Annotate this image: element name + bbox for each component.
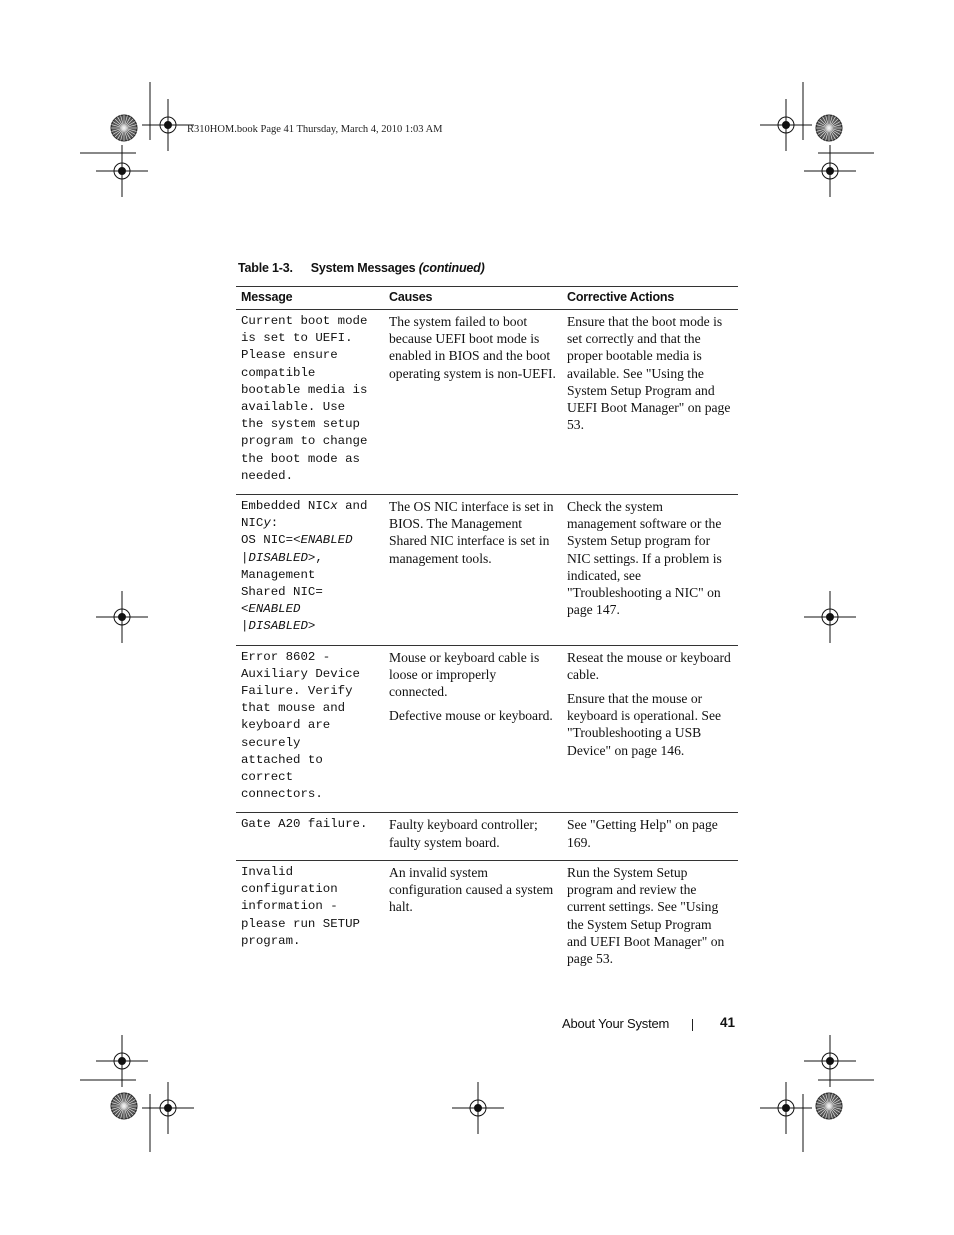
message-cell xyxy=(236,495,384,646)
crosshair-dot xyxy=(119,168,126,175)
message-cell: Error 8602 - Auxiliary Device Failure. Verify that mouse and keyboard are securely attached to correct connectors. xyxy=(236,645,384,813)
actions-cell xyxy=(562,813,738,860)
footer-section-title: About Your System xyxy=(562,1016,670,1031)
message-variable: <ENABLED |DISABLED> xyxy=(241,602,316,634)
message-cell: Gate A20 failure. xyxy=(236,813,384,860)
table-number: Table 1-3. xyxy=(238,261,293,275)
crosshair-dot xyxy=(783,122,790,129)
cause-text: Faulty keyboard controller; faulty system board. xyxy=(389,817,538,850)
page-number: 41 xyxy=(720,1015,736,1030)
causes-cell xyxy=(384,813,562,860)
cause-text: An invalid system configuration caused a system halt. xyxy=(389,864,554,915)
book-slug-header: R310HOM.book Page 41 Thursday, March 4, 2010 1:03 AM xyxy=(187,124,443,135)
message-cell: Invalid configuration information - please run SETUP program. xyxy=(241,864,360,948)
action-text: Check the system management software or the System Setup program for NIC settings. If a problem is indicated, see "Troubleshooting a NIC" on page 147. xyxy=(567,499,722,618)
table-header-row xyxy=(236,287,738,310)
table-row xyxy=(236,310,738,495)
crosshair-dot xyxy=(783,1105,790,1112)
table-title: System Messages xyxy=(310,261,416,275)
footer-divider xyxy=(692,1019,693,1031)
crosshair-dot xyxy=(827,1058,834,1065)
action-text: Ensure that the mouse or keyboard is operational. See "Troubleshooting a USB Device" on page 146. xyxy=(567,691,722,758)
crosshair-dot xyxy=(119,1058,126,1065)
message-text: and NIC xyxy=(241,499,368,531)
causes-cell xyxy=(384,645,562,813)
column-header-message: Message xyxy=(236,287,384,310)
message-variable: y xyxy=(263,516,271,531)
crosshair-dot xyxy=(475,1105,482,1112)
cause-text: The OS NIC interface is set in BIOS. The Management Shared NIC interface is set in management tools. xyxy=(389,499,554,566)
table-continued: (continued) xyxy=(418,261,485,275)
column-header-actions: Corrective Actions xyxy=(562,287,738,310)
table-row xyxy=(236,860,738,976)
actions-cell xyxy=(562,860,738,976)
message-variable: <ENABLED |DISABLED> xyxy=(241,533,353,565)
action-text: Reseat the mouse or keyboard cable. xyxy=(567,649,731,682)
message-variable: x xyxy=(330,499,338,514)
cause-text: Mouse or keyboard cable is loose or improperly connected. xyxy=(389,649,540,700)
message-text: Embedded NIC xyxy=(241,499,331,514)
cause-text: Defective mouse or keyboard. xyxy=(389,708,553,724)
table-row xyxy=(236,645,738,813)
actions-cell xyxy=(562,310,738,495)
causes-cell xyxy=(384,310,562,495)
cause-text: The system failed to boot because UEFI boot mode is enabled in BIOS and the boot operating system is non-UEFI. xyxy=(389,314,556,381)
system-messages-table xyxy=(236,286,738,976)
column-header-causes: Causes xyxy=(384,287,562,310)
crosshair-dot xyxy=(827,614,834,621)
action-text: Run the System Setup program and review the current settings. See "Using the System Setup Program and UEFI Boot Manager" on page 53. xyxy=(567,864,725,966)
message-cell: Current boot mode is set to UEFI. Please ensure compatible bootable media is available. Use the system setup program to change the boot mode as needed. xyxy=(236,310,384,495)
crosshair-dot xyxy=(119,614,126,621)
table-row xyxy=(236,495,738,646)
table-caption xyxy=(238,261,485,275)
crosshair-dot xyxy=(827,168,834,175)
crosshair-dot xyxy=(165,1105,172,1112)
causes-cell xyxy=(384,495,562,646)
actions-cell xyxy=(562,645,738,813)
message-text: : OS NIC= xyxy=(241,516,294,548)
actions-cell xyxy=(562,495,738,646)
message-text: , Management Shared NIC= xyxy=(241,550,323,600)
crosshair-dot xyxy=(165,122,172,129)
table-row xyxy=(236,813,738,860)
action-text: See "Getting Help" on page 169. xyxy=(567,817,718,850)
causes-cell xyxy=(384,860,562,976)
action-text: Ensure that the boot mode is set correctly and that the proper bootable media is available. See "Using the System Setup Program and UEFI Boot Manager" on page 53. xyxy=(567,314,731,433)
